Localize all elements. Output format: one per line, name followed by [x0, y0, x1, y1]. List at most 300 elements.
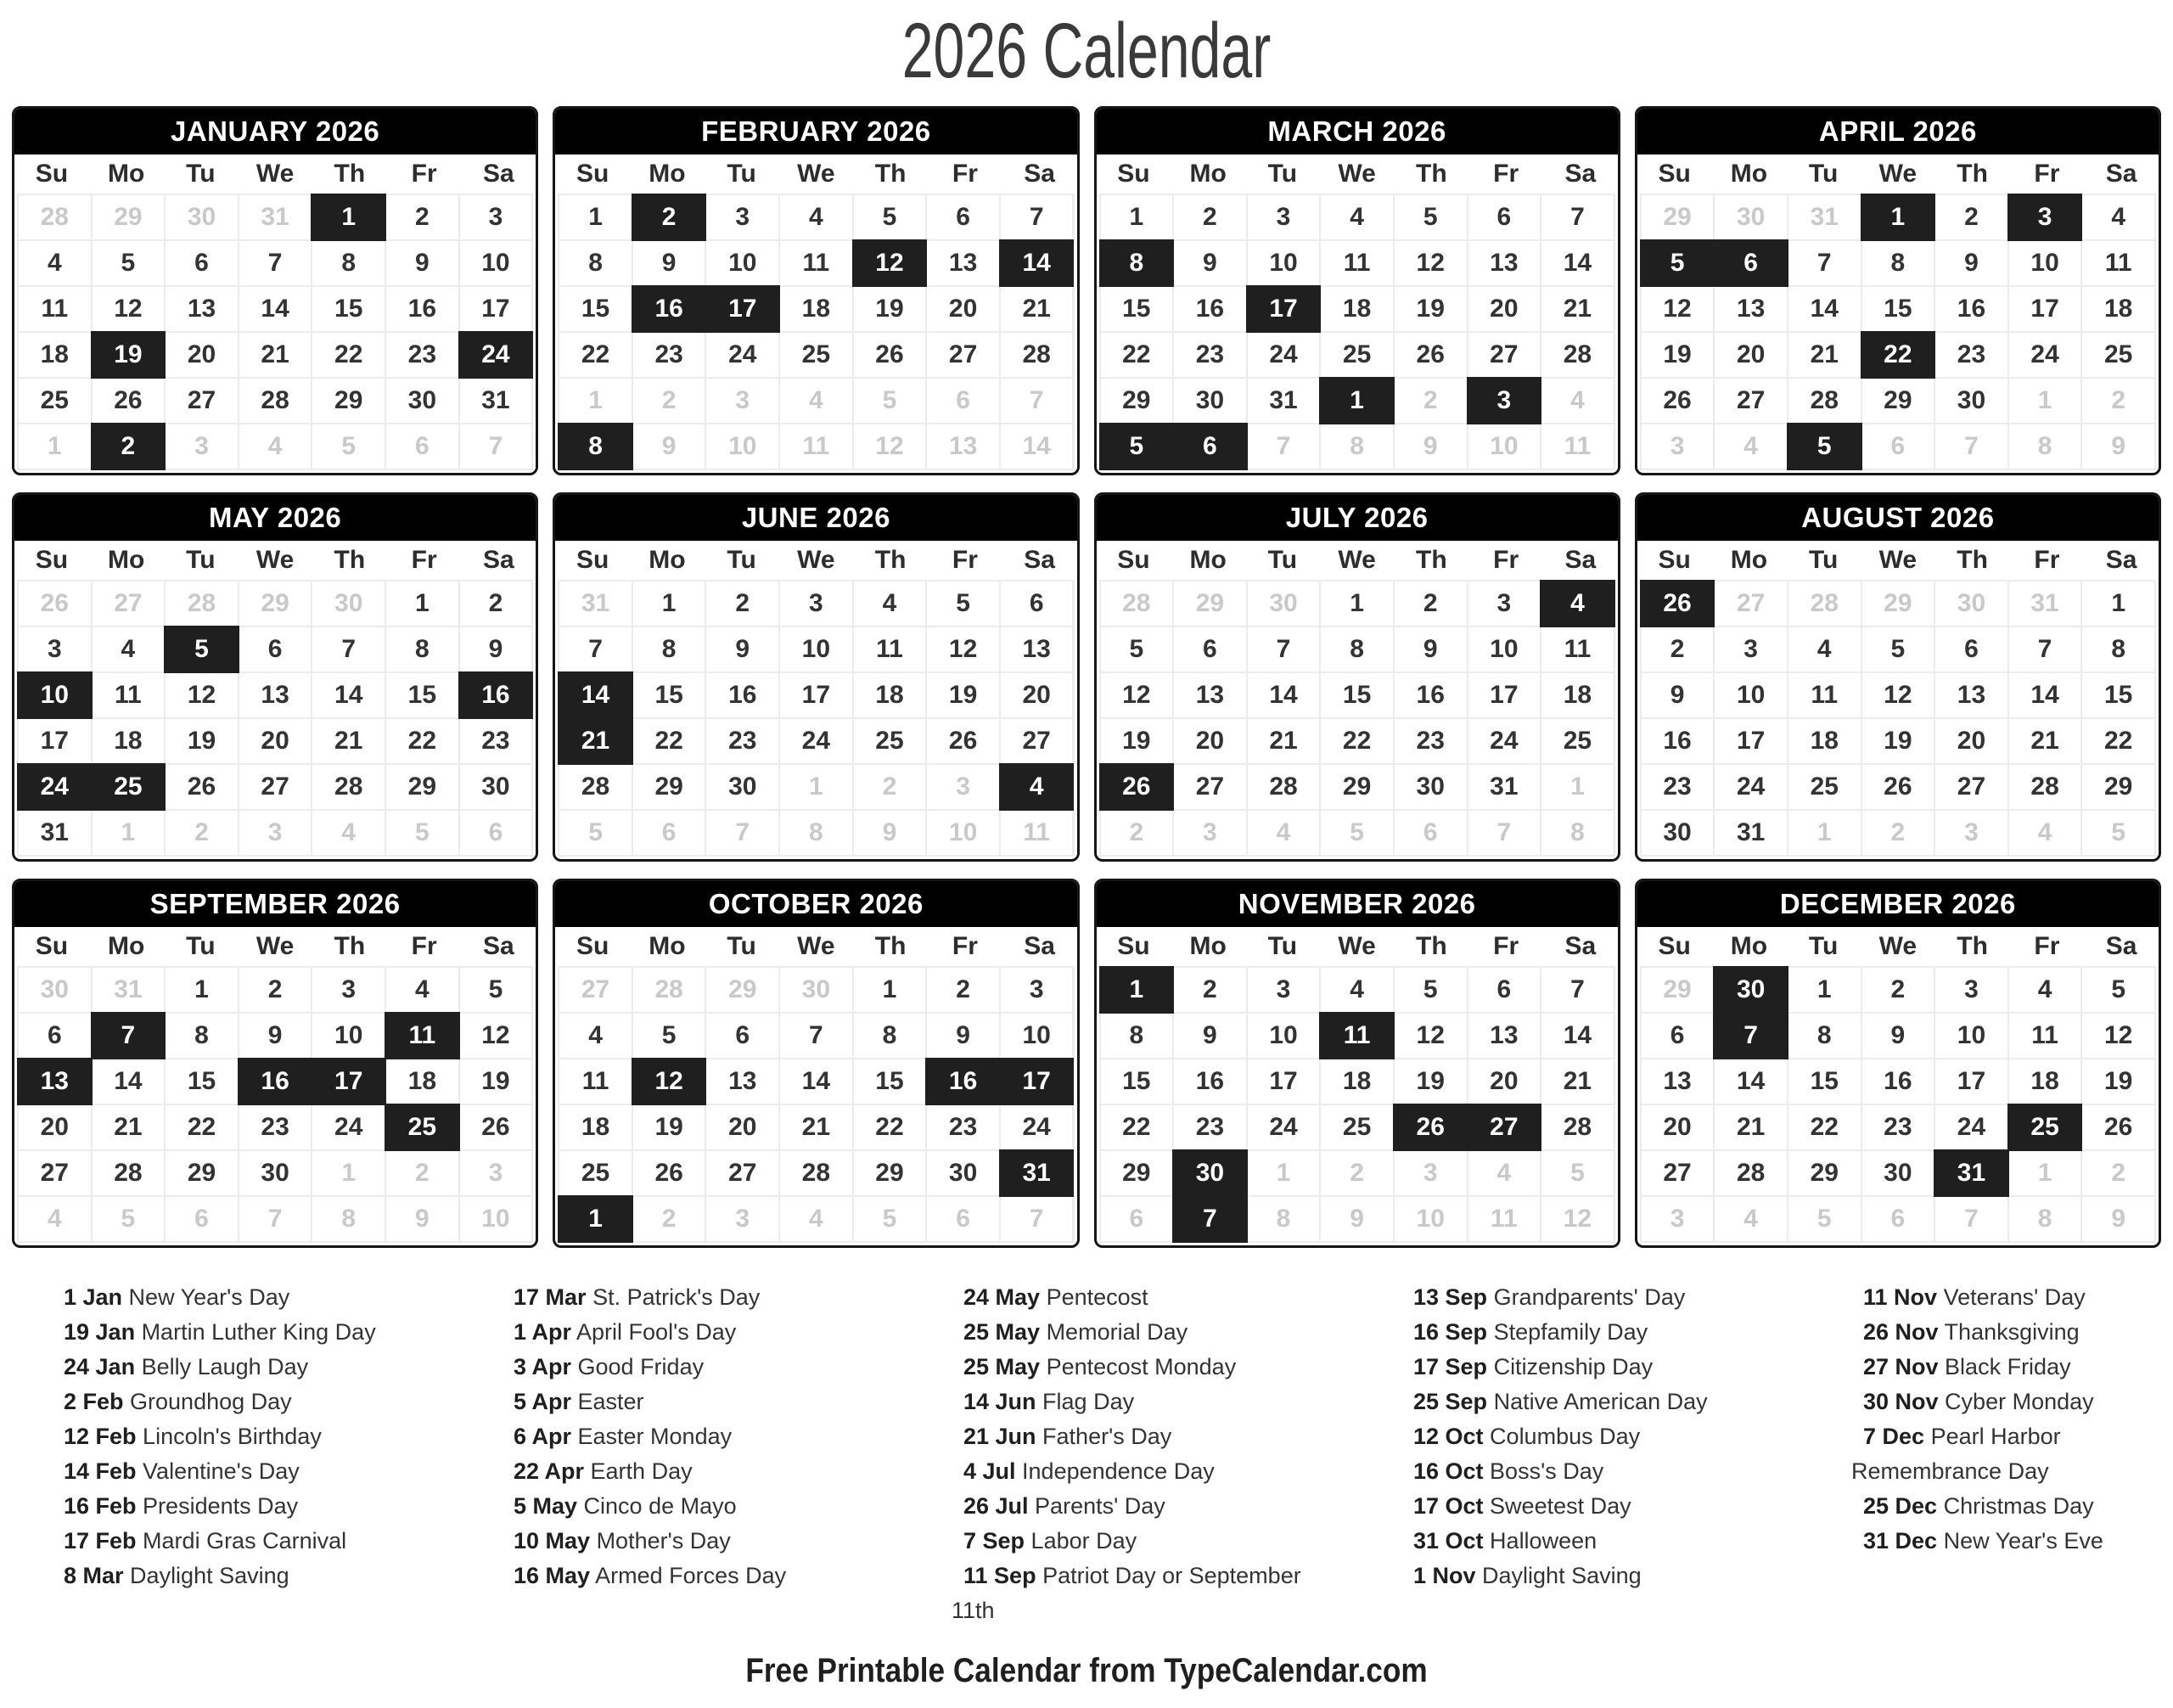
date-cell: 14 [1715, 1059, 1787, 1104]
date-cell-highlighted: 30 [1715, 968, 1787, 1012]
dates-grid [17, 194, 533, 470]
date-cell: 9 [239, 1014, 312, 1058]
date-cell-highlighted: 2 [93, 424, 165, 469]
date-cell: 28 [1541, 1105, 1614, 1149]
date-cell: 12 [93, 287, 165, 331]
weekday-label: Tu [186, 546, 216, 574]
date-cell-highlighted: 4 [1541, 582, 1614, 626]
date-cell: 4 [2009, 811, 2081, 855]
weekday-label: Fr [1493, 932, 1519, 960]
legend-column [502, 1280, 888, 1628]
date-cell: 21 [1715, 1105, 1787, 1149]
date-cell: 4 [1321, 195, 1393, 239]
date-cell: 8 [1321, 424, 1393, 469]
date-cell: 2 [166, 811, 238, 855]
date-cell: 3 [1642, 424, 1714, 469]
legend-entry: 17 Mar St. Patrick's Day [514, 1284, 761, 1310]
date-cell: 2 [854, 765, 926, 809]
weekday-label: Fr [2034, 160, 2060, 188]
weekday-label: Sa [2105, 160, 2137, 188]
weekday-label: Th [1957, 932, 1988, 960]
date-cell: 9 [633, 241, 705, 285]
date-cell: 7 [1001, 195, 1073, 239]
legend-entry-date: 16 Oct [1413, 1458, 1484, 1484]
date-cell: 4 [780, 195, 852, 239]
date-cell: 14 [1001, 424, 1073, 469]
date-cell: 14 [239, 287, 312, 331]
date-cell: 11 [19, 287, 91, 331]
date-cell: 13 [1642, 1059, 1714, 1104]
date-cell: 29 [239, 582, 312, 626]
date-cell: 8 [1321, 627, 1393, 671]
date-cell: 7 [1001, 1197, 1073, 1241]
date-cell-highlighted: 22 [1862, 333, 1934, 377]
date-cell: 6 [633, 811, 705, 855]
legend-entry: 25 Dec Christmas Day [1863, 1493, 2094, 1519]
legend-entry: 8 Mar Daylight Saving [64, 1563, 289, 1588]
date-cell: 29 [312, 379, 385, 423]
date-cell: 5 [854, 1197, 926, 1241]
date-cell: 7 [780, 1014, 852, 1058]
date-cell: 31 [93, 968, 165, 1012]
footer-text: Free Printable Calendar from TypeCalendar.com [745, 1652, 1428, 1689]
date-cell: 28 [1248, 765, 1320, 809]
legend-entry: 17 Sep Citizenship Day [1413, 1354, 1654, 1379]
legend-entry-date: 1 Nov [1413, 1563, 1476, 1588]
date-cell: 12 [460, 1014, 532, 1058]
date-cell: 5 [1395, 968, 1467, 1012]
legend-entry-date: 6 Apr [514, 1424, 572, 1449]
weekday-label: We [797, 932, 835, 960]
date-cell: 23 [1174, 333, 1246, 377]
weekday-label: Th [1957, 546, 1988, 574]
date-cell: 12 [927, 627, 999, 671]
date-cell: 18 [93, 719, 165, 763]
date-cell-highlighted: 26 [1101, 765, 1173, 809]
date-cell: 27 [1715, 582, 1787, 626]
legend-entry-date: 17 Mar [514, 1284, 587, 1310]
date-cell: 4 [854, 582, 926, 626]
date-cell: 25 [1321, 333, 1393, 377]
date-cell: 30 [1862, 1151, 1934, 1195]
date-cell: 1 [1248, 1151, 1320, 1195]
date-cell: 1 [559, 195, 632, 239]
date-cell: 7 [239, 1197, 312, 1241]
date-cell: 11 [1541, 424, 1614, 469]
date-cell: 18 [1321, 287, 1393, 331]
date-cell: 20 [239, 719, 312, 763]
date-cell: 13 [927, 241, 999, 285]
date-cell: 24 [1715, 765, 1787, 809]
weekday-label: Mo [107, 932, 145, 960]
legend-entry-date: 3 Apr [514, 1354, 572, 1379]
date-cell: 3 [1935, 811, 2007, 855]
date-cell-highlighted: 1 [1101, 968, 1173, 1012]
legend-entry: 3 Apr Good Friday [514, 1354, 705, 1379]
date-cell: 2 [1862, 811, 1934, 855]
date-cell: 3 [19, 627, 91, 671]
weekday-label: Tu [186, 160, 216, 188]
date-cell: 10 [312, 1014, 385, 1058]
date-cell-highlighted: 17 [312, 1059, 385, 1104]
weekday-label: Th [874, 932, 907, 960]
weekday-label: Fr [411, 932, 437, 960]
date-cell-highlighted: 31 [1935, 1151, 2007, 1195]
dates-grid [1099, 194, 1615, 470]
date-cell: 3 [1248, 968, 1320, 1012]
legend-entry-date: 10 May [514, 1528, 591, 1553]
date-cell: 14 [1541, 241, 1614, 285]
legend-entry: 2 Feb Groundhog Day [64, 1389, 292, 1414]
weekday-label: We [255, 932, 295, 960]
weekday-label: Fr [411, 546, 437, 574]
date-cell-highlighted: 11 [386, 1014, 458, 1058]
date-cell: 28 [1788, 582, 1861, 626]
date-cell: 23 [239, 1105, 312, 1149]
date-cell: 11 [1321, 241, 1393, 285]
month-header: MAY 2026 [14, 495, 536, 541]
legend-entry-date: 4 Jul [963, 1458, 1016, 1484]
date-cell: 27 [19, 1151, 91, 1195]
date-cell: 10 [780, 627, 852, 671]
date-cell: 26 [166, 765, 238, 809]
date-cell: 9 [386, 241, 458, 285]
date-cell: 28 [1541, 333, 1614, 377]
date-cell: 4 [1788, 627, 1861, 671]
date-cell: 21 [1788, 333, 1861, 377]
date-cell: 21 [239, 333, 312, 377]
legend-entry-date: 11 Nov [1863, 1284, 1938, 1310]
date-cell: 4 [1715, 1197, 1787, 1241]
date-cell: 1 [166, 968, 238, 1012]
date-cell: 30 [386, 379, 458, 423]
date-cell: 7 [1248, 424, 1320, 469]
date-cell: 2 [1174, 195, 1246, 239]
date-cell: 2 [1395, 379, 1467, 423]
date-cell: 29 [633, 765, 705, 809]
date-cell: 31 [239, 195, 312, 239]
date-cell-highlighted: 2 [633, 195, 705, 239]
date-cell: 30 [1174, 379, 1246, 423]
weekday-label: Fr [952, 932, 978, 960]
legend-entry: 16 May Armed Forces Day [514, 1563, 787, 1588]
date-cell: 27 [1642, 1151, 1714, 1195]
date-cell-highlighted: 7 [1715, 1014, 1787, 1058]
weekday-label: Tu [1267, 932, 1298, 960]
date-cell-highlighted: 16 [633, 287, 705, 331]
date-cell-highlighted: 14 [1001, 241, 1073, 285]
date-cell: 29 [1642, 968, 1714, 1012]
date-cell: 20 [1468, 287, 1541, 331]
weekday-label: Su [576, 160, 609, 188]
date-cell-highlighted: 4 [1001, 765, 1073, 809]
date-cell: 9 [706, 627, 778, 671]
date-cell: 15 [166, 1059, 238, 1104]
date-cell: 28 [166, 582, 238, 626]
date-cell: 6 [1862, 1197, 1934, 1241]
date-cell: 7 [1788, 241, 1861, 285]
weekday-label: Mo [107, 160, 145, 188]
date-cell: 15 [1101, 287, 1173, 331]
date-cell: 12 [1642, 287, 1714, 331]
date-cell: 19 [1395, 287, 1467, 331]
weekday-row [555, 541, 1076, 580]
date-cell: 13 [927, 424, 999, 469]
date-cell: 15 [1862, 287, 1934, 331]
date-cell: 24 [312, 1105, 385, 1149]
date-cell-highlighted: 25 [93, 765, 165, 809]
date-cell-highlighted: 5 [166, 627, 238, 671]
date-cell: 28 [2009, 765, 2081, 809]
month-calendar [12, 106, 538, 475]
date-cell: 10 [460, 1197, 532, 1241]
date-cell: 8 [780, 811, 852, 855]
date-cell: 20 [1935, 719, 2007, 763]
date-cell: 11 [780, 424, 852, 469]
date-cell: 4 [559, 1014, 632, 1058]
date-cell: 21 [780, 1105, 852, 1149]
date-cell: 28 [1788, 379, 1861, 423]
date-cell: 4 [1541, 379, 1614, 423]
date-cell: 13 [706, 1059, 778, 1104]
month-header: JULY 2026 [1097, 495, 1618, 541]
date-cell-highlighted: 24 [460, 333, 532, 377]
date-cell: 23 [1174, 1105, 1246, 1149]
date-cell: 22 [1321, 719, 1393, 763]
date-cell: 5 [1541, 1151, 1614, 1195]
date-cell: 27 [1174, 765, 1246, 809]
legend-entry-date: 17 Sep [1413, 1354, 1488, 1379]
date-cell: 30 [460, 765, 532, 809]
date-cell: 6 [1001, 582, 1073, 626]
weekday-label: Tu [1267, 546, 1298, 574]
date-cell: 7 [1541, 968, 1614, 1012]
date-cell: 31 [1788, 195, 1861, 239]
legend-entry-date: 30 Nov [1863, 1389, 1939, 1414]
weekday-label: We [797, 546, 835, 574]
date-cell: 6 [927, 195, 999, 239]
weekday-label: We [1878, 932, 1918, 960]
date-cell: 11 [854, 627, 926, 671]
date-cell: 2 [386, 1151, 458, 1195]
weekday-label: We [1878, 546, 1918, 574]
date-cell: 8 [2009, 1197, 2081, 1241]
date-cell: 1 [1788, 811, 1861, 855]
date-cell: 7 [1541, 195, 1614, 239]
date-cell: 5 [93, 241, 165, 285]
dates-grid [558, 580, 1074, 857]
date-cell: 9 [1935, 241, 2007, 285]
date-cell: 1 [780, 765, 852, 809]
weekday-label: Sa [1564, 160, 1597, 188]
date-cell: 5 [633, 1014, 705, 1058]
legend-entry: 11 Sep Patriot Day or September 11th [952, 1563, 1301, 1623]
month-calendar [553, 106, 1079, 475]
date-cell: 4 [239, 424, 312, 469]
date-cell: 25 [2082, 333, 2154, 377]
legend-column [952, 1280, 1338, 1628]
date-cell: 22 [559, 333, 632, 377]
month-header: JUNE 2026 [555, 495, 1076, 541]
weekday-label: Su [1658, 932, 1691, 960]
legend-column [1851, 1280, 2157, 1628]
date-cell: 5 [1321, 811, 1393, 855]
date-cell: 10 [927, 811, 999, 855]
date-cell: 6 [706, 1014, 778, 1058]
date-cell: 5 [927, 582, 999, 626]
date-cell: 8 [1862, 241, 1934, 285]
legend-entry-date: 1 Jan [64, 1284, 123, 1310]
date-cell: 19 [1395, 1059, 1467, 1104]
weekday-label: Mo [1189, 546, 1227, 574]
date-cell: 11 [1788, 673, 1861, 717]
date-cell: 6 [927, 1197, 999, 1241]
legend-entry-date: 25 May [963, 1319, 1041, 1345]
weekday-row [14, 927, 536, 966]
date-cell: 28 [312, 765, 385, 809]
month-header: JANUARY 2026 [14, 109, 536, 155]
month-calendar [1094, 879, 1620, 1248]
legend-entry: 5 May Cinco de Mayo [514, 1493, 737, 1519]
weekday-row [1637, 927, 2159, 966]
date-cell-highlighted: 24 [19, 765, 91, 809]
date-cell: 12 [1395, 241, 1467, 285]
weekday-row [1097, 155, 1618, 194]
weekday-label: Fr [1493, 160, 1519, 188]
weekday-label: Th [874, 160, 907, 188]
date-cell: 3 [1001, 968, 1073, 1012]
date-cell: 24 [1001, 1105, 1073, 1149]
date-cell: 1 [1541, 765, 1614, 809]
date-cell-highlighted: 5 [1101, 424, 1173, 469]
weekday-row [555, 927, 1076, 966]
date-cell: 4 [1248, 811, 1320, 855]
legend-entry: 1 Apr April Fool's Day [514, 1319, 737, 1345]
date-cell: 22 [854, 1105, 926, 1149]
date-cell: 20 [927, 287, 999, 331]
date-cell: 30 [1642, 811, 1714, 855]
date-cell: 9 [1174, 1014, 1246, 1058]
date-cell: 6 [166, 241, 238, 285]
legend-entry-date: 26 Jul [963, 1493, 1029, 1519]
legend-entry: 14 Feb Valentine's Day [64, 1458, 300, 1484]
date-cell: 10 [706, 241, 778, 285]
month-header: SEPTEMBER 2026 [14, 881, 536, 927]
date-cell: 16 [1862, 1059, 1934, 1104]
date-cell: 13 [1001, 627, 1073, 671]
legend-entry: 1 Nov Daylight Saving [1413, 1563, 1642, 1588]
date-cell: 28 [559, 765, 632, 809]
date-cell: 19 [166, 719, 238, 763]
date-cell: 31 [1468, 765, 1541, 809]
date-cell: 31 [460, 379, 532, 423]
legend-entry: 7 Dec Pearl Harbor Remembrance Day [1851, 1424, 2061, 1484]
date-cell: 29 [854, 1151, 926, 1195]
weekday-label: Tu [1808, 932, 1839, 960]
legend-entry: 19 Jan Martin Luther King Day [64, 1319, 376, 1345]
date-cell: 20 [1468, 1059, 1541, 1104]
date-cell: 2 [927, 968, 999, 1012]
date-cell: 16 [706, 673, 778, 717]
date-cell: 20 [1715, 333, 1787, 377]
month-calendar [1635, 106, 2161, 475]
date-cell: 29 [386, 765, 458, 809]
date-cell: 3 [239, 811, 312, 855]
date-cell: 26 [93, 379, 165, 423]
dates-grid [1640, 580, 2156, 857]
month-header: NOVEMBER 2026 [1097, 881, 1618, 927]
date-cell-highlighted: 26 [1642, 582, 1714, 626]
date-cell: 10 [1715, 673, 1787, 717]
weekday-label: We [255, 160, 295, 188]
date-cell: 21 [1248, 719, 1320, 763]
date-cell: 2 [1642, 627, 1714, 671]
date-cell: 27 [1935, 765, 2007, 809]
date-cell: 1 [633, 582, 705, 626]
date-cell: 12 [1101, 673, 1173, 717]
legend-entry: 17 Feb Mardi Gras Carnival [64, 1528, 347, 1553]
weekday-label: Fr [952, 546, 978, 574]
weekday-row [1637, 155, 2159, 194]
date-cell: 19 [633, 1105, 705, 1149]
date-cell: 29 [1101, 1151, 1173, 1195]
date-cell: 21 [2009, 719, 2081, 763]
date-cell: 27 [93, 582, 165, 626]
date-cell: 30 [1935, 582, 2007, 626]
date-cell: 29 [2082, 765, 2154, 809]
date-cell-highlighted: 1 [312, 195, 385, 239]
date-cell: 30 [19, 968, 91, 1012]
date-cell-highlighted: 8 [1101, 241, 1173, 285]
weekday-label: Su [1658, 546, 1691, 574]
date-cell: 23 [460, 719, 532, 763]
legend-entry-date: 22 Apr [514, 1458, 585, 1484]
weekday-label: We [797, 160, 835, 188]
date-cell: 4 [312, 811, 385, 855]
date-cell: 2 [460, 582, 532, 626]
weekday-label: Mo [1730, 160, 1768, 188]
date-cell: 8 [312, 241, 385, 285]
date-cell: 12 [1395, 1014, 1467, 1058]
weekday-label: We [1338, 546, 1376, 574]
date-cell: 22 [312, 333, 385, 377]
date-cell-highlighted: 7 [93, 1014, 165, 1058]
weekday-label: Th [334, 160, 366, 188]
date-cell: 3 [1174, 811, 1246, 855]
date-cell: 16 [1174, 1059, 1246, 1104]
date-cell-highlighted: 30 [1174, 1151, 1246, 1195]
date-cell: 8 [312, 1197, 385, 1241]
date-cell: 2 [1935, 195, 2007, 239]
date-cell: 3 [927, 765, 999, 809]
date-cell: 1 [1321, 582, 1393, 626]
date-cell: 17 [1468, 673, 1541, 717]
legend-column [1401, 1280, 1788, 1628]
date-cell: 4 [1468, 1151, 1541, 1195]
legend-entry-date: 7 Sep [963, 1528, 1025, 1553]
date-cell: 16 [1395, 673, 1467, 717]
date-cell: 10 [460, 241, 532, 285]
date-cell: 14 [780, 1059, 852, 1104]
date-cell-highlighted: 11 [1321, 1014, 1393, 1058]
date-cell: 26 [19, 582, 91, 626]
weekday-label: We [255, 546, 295, 574]
date-cell: 15 [1321, 673, 1393, 717]
weekday-label: Mo [649, 546, 686, 574]
month-calendar [1094, 106, 1620, 475]
weekday-label: Sa [1024, 160, 1055, 188]
legend-column [52, 1280, 438, 1628]
